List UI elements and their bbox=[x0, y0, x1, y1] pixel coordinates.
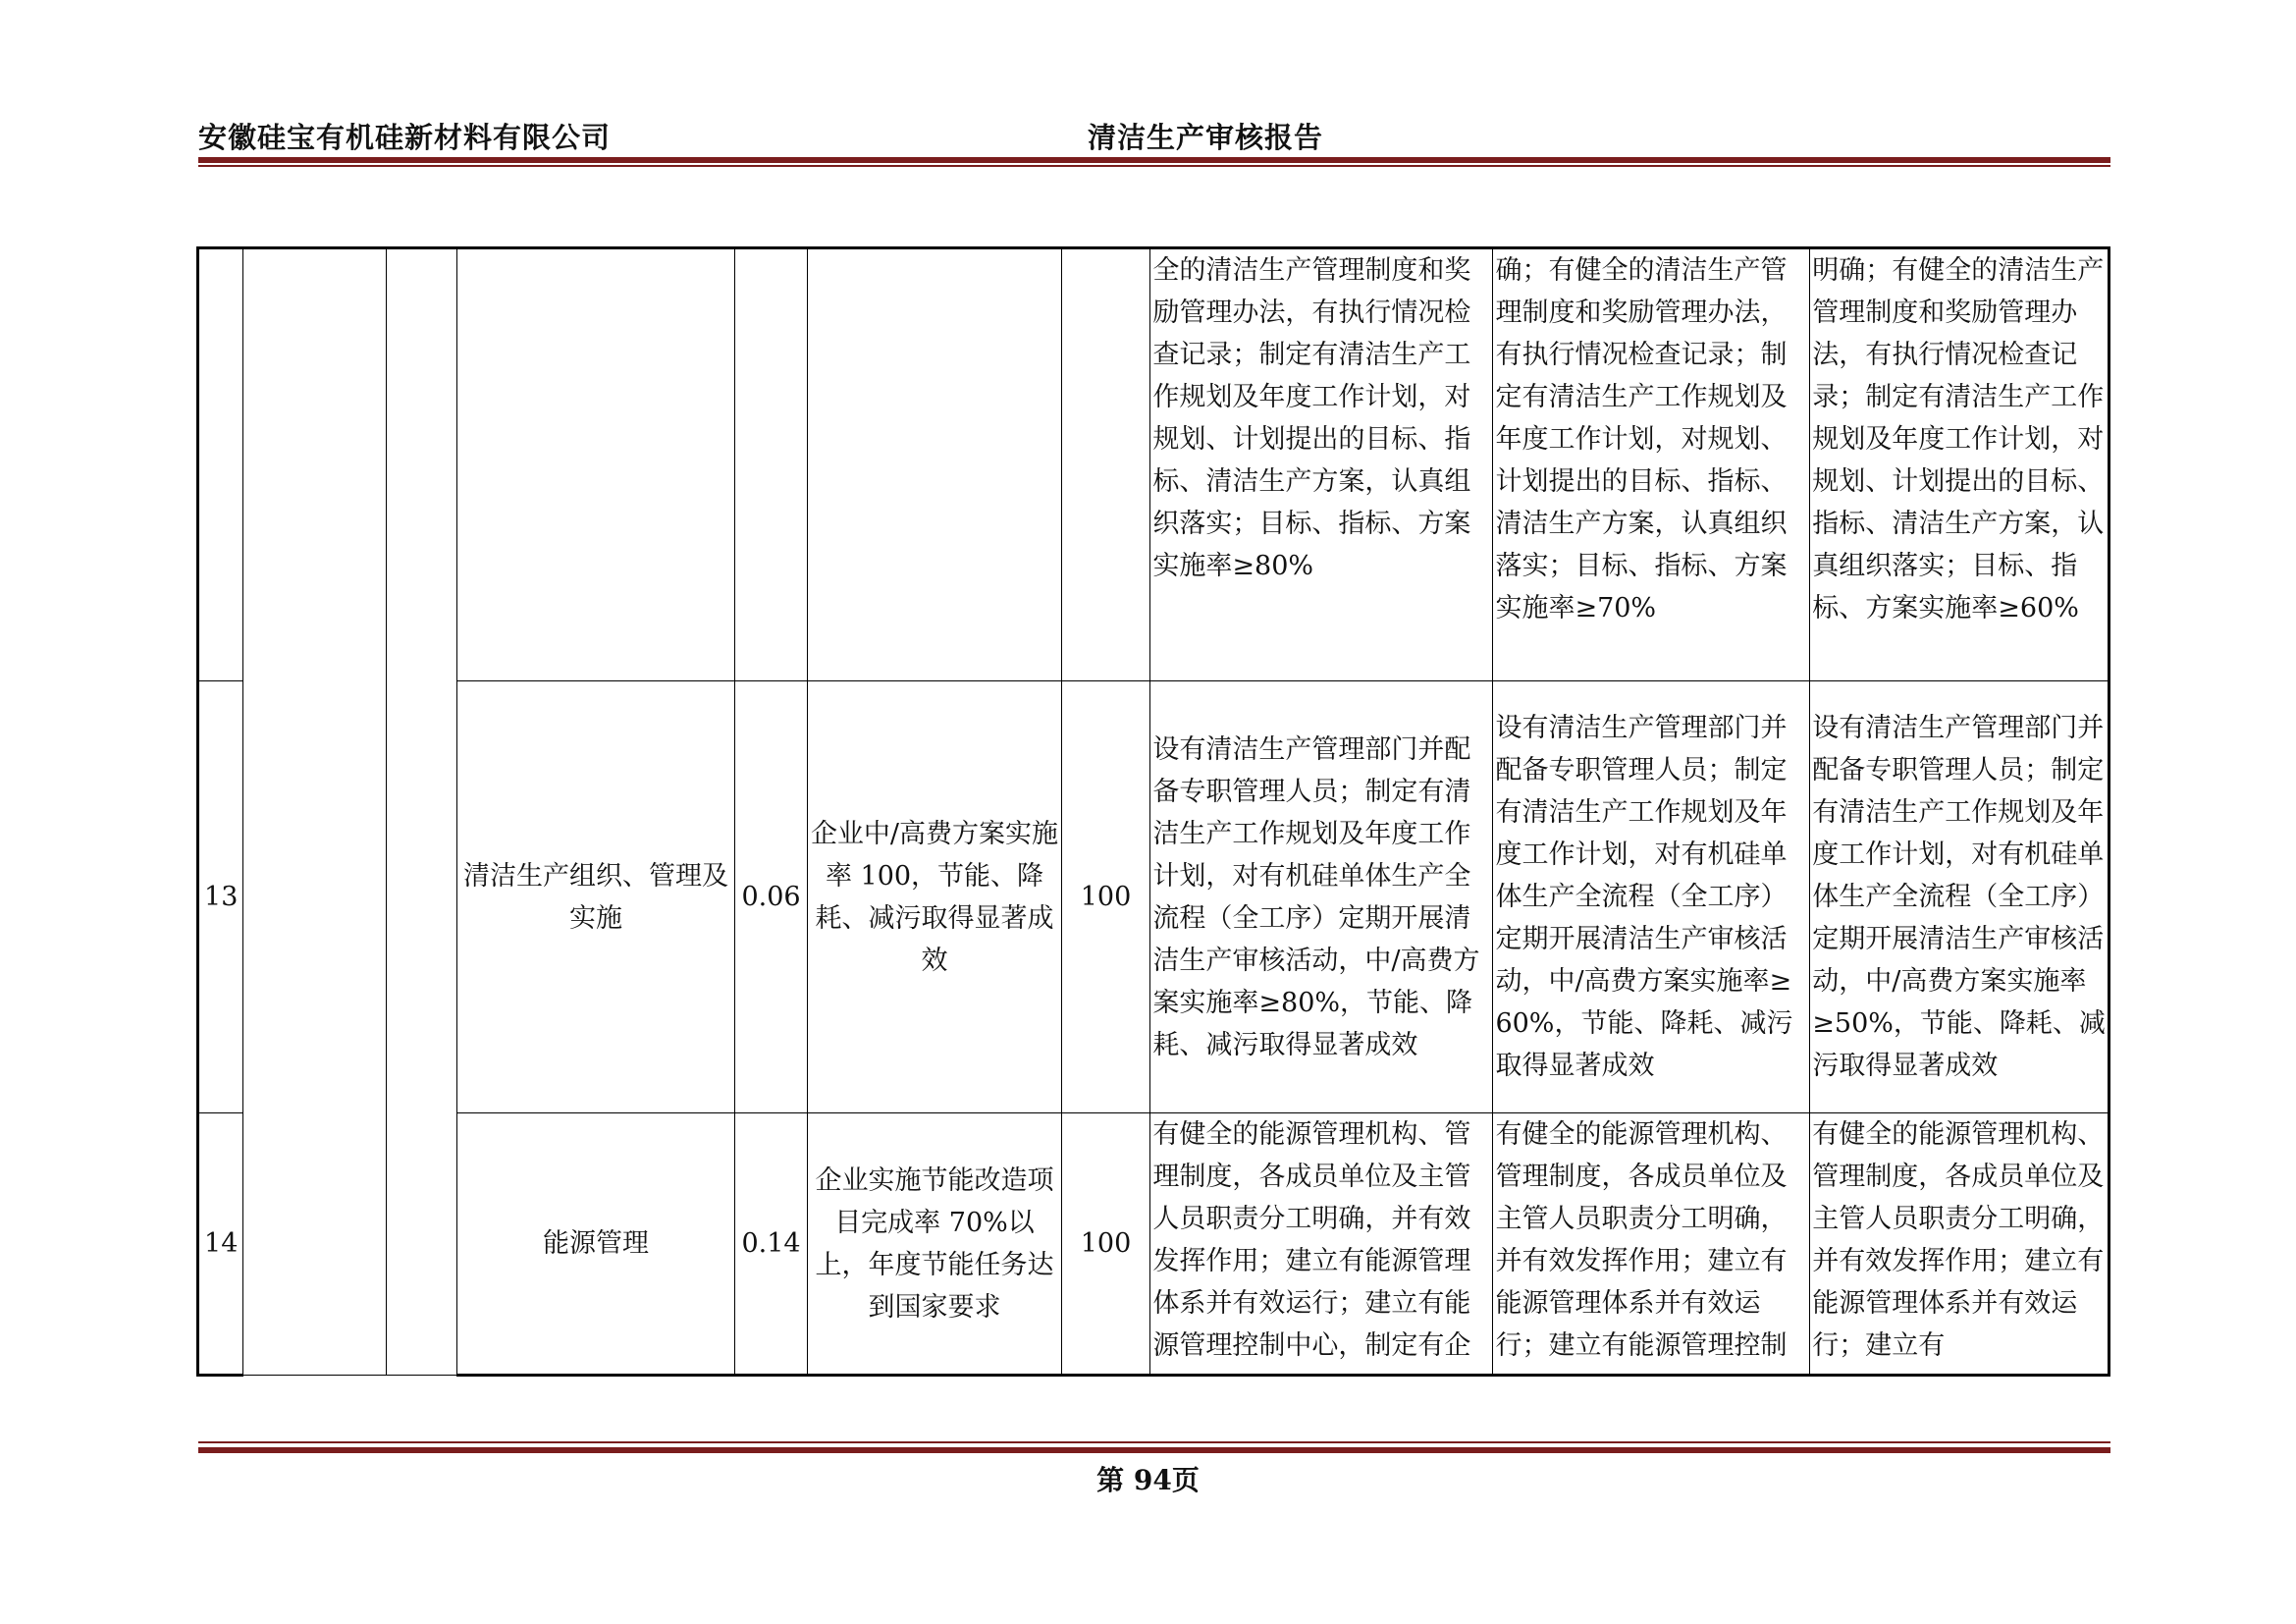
level-3-cell: 有健全的能源管理机构、管理制度，各成员单位及主管人员职责分工明确，并有效发挥作用；建立有能源管理体系并有效运行；建立有 bbox=[1810, 1113, 2109, 1376]
row-index: 14 bbox=[198, 1113, 243, 1376]
score-cell bbox=[1061, 248, 1150, 681]
table-row bbox=[198, 1113, 2109, 1376]
evaluation-table bbox=[196, 246, 2110, 1377]
indicator-cell bbox=[457, 248, 734, 681]
score-cell: 100 bbox=[1061, 1113, 1150, 1376]
level-1-cell: 全的清洁生产管理制度和奖励管理办法，有执行情况检查记录；制定有清洁生产工作规划及年度工作计划，对规划、计划提出的目标、指标、清洁生产方案，认真组织落实；目标、指标、方案实施率≥80% bbox=[1150, 248, 1493, 681]
benchmark-cell: 企业中/高费方案实施率 100，节能、降耗、减污取得显著成效 bbox=[808, 681, 1061, 1113]
footer-rule-thin bbox=[198, 1441, 2110, 1443]
subcategory-cell bbox=[386, 248, 457, 1376]
row-index bbox=[198, 248, 243, 681]
category-cell bbox=[243, 248, 386, 1376]
company-name: 安徽硅宝有机硅新材料有限公司 bbox=[198, 121, 612, 154]
header-rule-thin bbox=[198, 165, 2110, 167]
score-cell: 100 bbox=[1061, 681, 1150, 1113]
table-row bbox=[198, 248, 2109, 681]
report-title: 清洁生产审核报告 bbox=[1088, 121, 1324, 154]
indicator-cell: 清洁生产组织、管理及实施 bbox=[457, 681, 734, 1113]
weight-cell bbox=[734, 248, 808, 681]
footer-rule-thick bbox=[198, 1447, 2110, 1453]
indicator-cell: 能源管理 bbox=[457, 1113, 734, 1376]
level-2-cell: 有健全的能源管理机构、管理制度，各成员单位及主管人员职责分工明确，并有效发挥作用；建立有能源管理体系并有效运行；建立有能源管理控制 bbox=[1493, 1113, 1810, 1376]
level-2-cell: 设有清洁生产管理部门并配备专职管理人员；制定有清洁生产工作规划及年度工作计划，对有机硅单体生产全流程（全工序）定期开展清洁生产审核活动，中/高费方案实施率≥60%，节能、降耗、减污取得显著成效 bbox=[1493, 681, 1810, 1113]
level-3-cell: 明确；有健全的清洁生产管理制度和奖励管理办法，有执行情况检查记录；制定有清洁生产工作规划及年度工作计划，对规划、计划提出的目标、指标、清洁生产方案，认真组织落实；目标、指标、方案实施率≥60% bbox=[1810, 248, 2109, 681]
weight-cell: 0.06 bbox=[734, 681, 808, 1113]
weight-cell: 0.14 bbox=[734, 1113, 808, 1376]
page-number: 第 94页 bbox=[1096, 1464, 1200, 1496]
level-1-cell: 设有清洁生产管理部门并配备专职管理人员；制定有清洁生产工作规划及年度工作计划，对有机硅单体生产全流程（全工序）定期开展清洁生产审核活动，中/高费方案实施率≥80%，节能、降耗、减污取得显著成效 bbox=[1150, 681, 1493, 1113]
row-index: 13 bbox=[198, 681, 243, 1113]
header-rule-thick bbox=[198, 157, 2110, 163]
level-3-cell: 设有清洁生产管理部门并配备专职管理人员；制定有清洁生产工作规划及年度工作计划，对有机硅单体生产全流程（全工序）定期开展清洁生产审核活动，中/高费方案实施率≥50%，节能、降耗、减污取得显著成效 bbox=[1810, 681, 2109, 1113]
table-row bbox=[198, 681, 2109, 1113]
benchmark-cell bbox=[808, 248, 1061, 681]
benchmark-cell: 企业实施节能改造项目完成率 70%以上，年度节能任务达到国家要求 bbox=[808, 1113, 1061, 1376]
level-1-cell: 有健全的能源管理机构、管理制度，各成员单位及主管人员职责分工明确，并有效发挥作用；建立有能源管理体系并有效运行；建立有能源管理控制中心，制定有企 bbox=[1150, 1113, 1493, 1376]
level-2-cell: 确；有健全的清洁生产管理制度和奖励管理办法，有执行情况检查记录；制定有清洁生产工作规划及年度工作计划，对规划、计划提出的目标、指标、清洁生产方案，认真组织落实；目标、指标、方案实施率≥70% bbox=[1493, 248, 1810, 681]
